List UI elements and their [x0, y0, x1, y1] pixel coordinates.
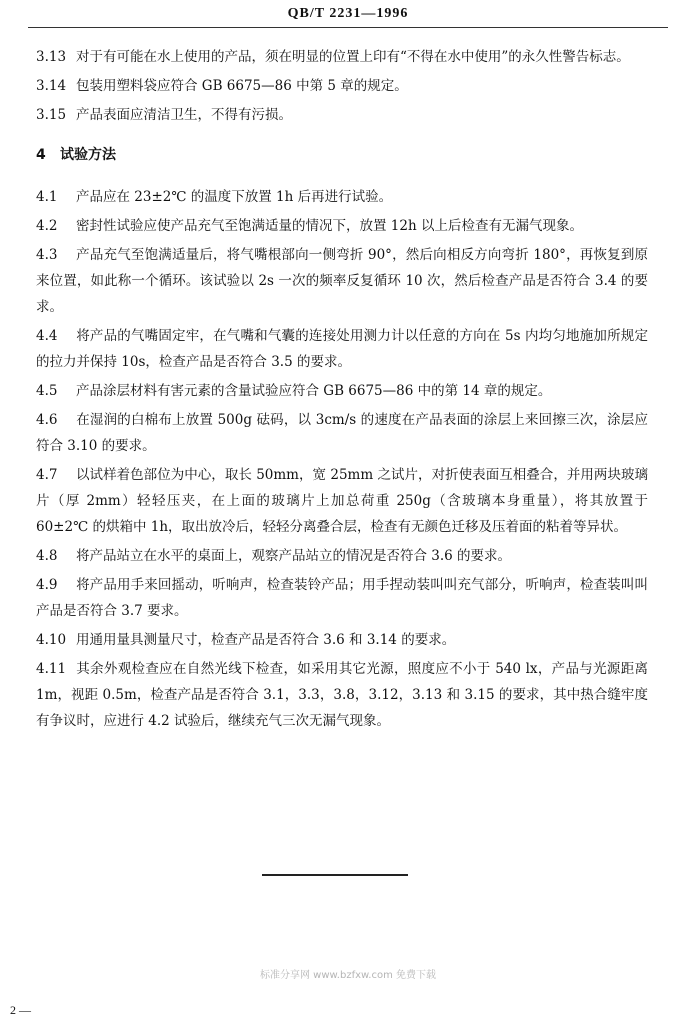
clause-number: 4.10: [36, 632, 67, 648]
clause-number: 4.5: [36, 383, 58, 399]
clause-text: 用通用量具测量尺寸，检查产品是否符合 3.6 和 3.14 的要求。: [76, 632, 456, 648]
section-heading-test-methods: [36, 142, 648, 168]
clause-4-2: [36, 213, 648, 239]
clause-number: 4.7: [36, 467, 58, 483]
clause-text: 产品充气至饱满适量后，将气嘴根部向一侧弯折 90°，然后向相反方向弯折 180°，再恢复到原来位置，如此称一个循环。该试验以 2s 一次的频率反复循环 10 次，然后检查产品是否符合 3.4 的要求。: [36, 247, 648, 315]
clause-number: 4.9: [36, 577, 58, 593]
clause-number: 3.14: [36, 78, 67, 94]
clause-text: 其余外观检查应在自然光线下检查，如采用其它光源，照度应不小于 540 lx，产品与光源距离 1m，视距 0.5m，检查产品是否符合 3.1，3.3，3.8，3.12，3.13 和 3.15 的要求，其中热合缝牢度有争议时，应进行 4.2 试验后，继续充气三次无漏气现象。: [36, 661, 648, 729]
clause-text: 包装用塑料袋应符合 GB 6675—86 中第 5 章的规定。: [76, 78, 408, 94]
standard-code-header: QB/T 2231—1996: [287, 6, 409, 21]
clause-number: 4.6: [36, 412, 58, 428]
watermark-text: 标准分享网 www.bzfxw.com 免费下载: [260, 970, 436, 981]
clause-4-8: [36, 543, 648, 569]
clause-number: 4.2: [36, 218, 58, 234]
clause-text: 对于有可能在水上使用的产品，须在明显的位置上印有“不得在水中使用”的永久性警告标志。: [76, 49, 630, 65]
clause-number: 4.3: [36, 247, 58, 263]
clause-4-3: [36, 242, 648, 320]
clause-4-5: [36, 378, 648, 404]
clause-4-7: [36, 462, 648, 540]
clause-text: 密封性试验应使产品充气至饱满适量的情况下，放置 12h 以上后检查有无漏气现象。: [76, 218, 583, 234]
clause-text: 以试样着色部位为中心，取长 50mm，宽 25mm 之试片，对折使表面互相叠合，并用两块玻璃片（厚 2mm）轻轻压夹，在上面的玻璃片上加总荷重 250g（含玻璃本身重量），将其放置于 60±2℃ 的烘箱中 1h，取出放冷后，轻轻分离叠合层，检查有无颜色迁移及压着面的粘着等异状。: [36, 467, 648, 535]
clause-text: 将产品用手来回摇动，听响声，检查装铃产品；用手捏动装叫叫充气部分，听响声，检查装叫叫产品是否符合 3.7 要求。: [36, 577, 648, 619]
section-title: 试验方法: [60, 147, 116, 163]
clause-number: 4.8: [36, 548, 58, 564]
clause-number: 4.11: [36, 661, 67, 677]
clause-number: 4.4: [36, 328, 58, 344]
clause-4-6: [36, 407, 648, 459]
clause-text: 将产品的气嘴固定牢，在气嘴和气囊的连接处用测力计以任意的方向在 5s 内均匀地施加所规定的拉力并保持 10s，检查产品是否符合 3.5 的要求。: [36, 328, 648, 370]
clause-number: 3.13: [36, 49, 67, 65]
clause-text: 产品涂层材料有害元素的含量试验应符合 GB 6675—86 中的第 14 章的规定。: [76, 383, 552, 399]
clause-4-10: [36, 627, 648, 653]
section-number: 4: [36, 147, 46, 163]
clause-3-13: [36, 44, 648, 70]
clause-number: 3.15: [36, 107, 67, 123]
clause-text: 产品表面应清洁卫生，不得有污损。: [76, 107, 292, 123]
end-of-standard-rule: [262, 874, 408, 876]
clause-4-1: [36, 184, 648, 210]
header-divider: [28, 27, 668, 28]
clause-3-14: [36, 73, 648, 99]
clause-number: 4.1: [36, 189, 58, 205]
clause-text: 产品应在 23±2℃ 的温度下放置 1h 后再进行试验。: [76, 189, 393, 205]
document-body: [36, 44, 648, 737]
page-number: 2 —: [10, 1003, 31, 1017]
clause-4-4: [36, 323, 648, 375]
clause-3-15: [36, 102, 648, 128]
clause-4-9: [36, 572, 648, 624]
clause-text: 在湿润的白棉布上放置 500g 砝码，以 3cm/s 的速度在产品表面的涂层上来回擦三次，涂层应符合 3.10 的要求。: [36, 412, 648, 454]
clause-text: 将产品站立在水平的桌面上，观察产品站立的情况是否符合 3.6 的要求。: [76, 548, 512, 564]
clause-4-11: [36, 656, 648, 734]
